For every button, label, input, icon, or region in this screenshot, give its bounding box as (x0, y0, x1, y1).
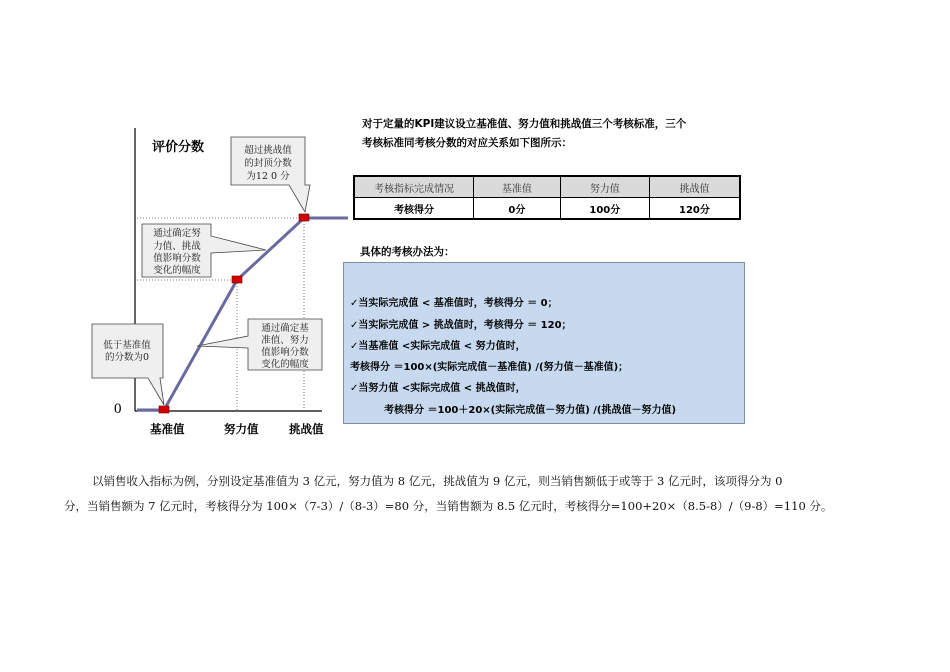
zero-label: 0 (114, 401, 122, 417)
callout-low-left (92, 324, 164, 405)
rule-line: 考核得分 ＝100＋20×(实际完成值－努力值) /(挑战值－努力值) (384, 405, 677, 416)
callout-mid-left-line-4: 变化的幅度 (153, 265, 201, 276)
method-title: 具体的考核办法为： (360, 246, 455, 258)
table-cell: 0分 (474, 198, 561, 220)
table-header-row (354, 176, 740, 198)
intro-line-1: 对于定量的KPI建议设立基准值、努力值和挑战值三个考核标准，三个 (362, 118, 687, 130)
example-paragraph-line-2: 分，当销售额为 7 亿元时，考核得分为 100×（7-3）/（8-3）=80 分，当销售额为 8.5 亿元时，考核得分=100+20×（8.5-8）/（9-8）=110 分。 (64, 499, 833, 513)
x-label-base: 基准值 (150, 422, 185, 436)
x-label-challenge: 挑战值 (289, 422, 324, 436)
table-cell: 100分 (560, 198, 649, 220)
rules-box (343, 262, 745, 424)
table-cell: 120分 (649, 198, 740, 220)
callout-top-line-2: 的封顶分数 (244, 158, 292, 169)
callout-mid-left-line-2: 力值、挑战 (153, 241, 201, 252)
intro-line-2: 考核标准同考核分数的对应关系如下图所示： (362, 137, 572, 149)
rule-line: ✓当基准值 <实际完成值 < 努力值时， (350, 341, 526, 352)
table-header-cell: 基准值 (474, 176, 561, 198)
callout-mid-left-line-1: 通过确定努 (153, 228, 201, 239)
callout-top-line-1: 超过挑战值 (244, 145, 292, 156)
rule-line: 考核得分 ＝100×(实际完成值－基准值) /(努力值－基准值)； (350, 362, 629, 373)
marker-challenge (299, 214, 309, 221)
rule-line: ✓当努力值 <实际完成值 < 挑战值时， (350, 383, 526, 394)
table-header-cell: 努力值 (560, 176, 649, 198)
x-label-effort: 努力值 (224, 422, 259, 436)
rule-line: ✓当实际完成值 < 基准值时，考核得分 ＝ 0； (350, 298, 558, 309)
table-header-cell: 挑战值 (649, 176, 740, 198)
callout-mid-right-line-2: 准值、努力 (261, 335, 309, 346)
marker-base (159, 406, 169, 413)
callout-mid-left-line-3: 值影响分数 (153, 253, 201, 264)
callout-mid-right-line-4: 变化的幅度 (261, 359, 309, 370)
y-axis-label: 评价分数 (152, 140, 205, 155)
kpi-score-chart (0, 0, 360, 440)
rule-line: ✓当实际完成值 > 挑战值时，考核得分 ＝ 120； (350, 320, 572, 331)
kpi-standard-table (353, 175, 741, 220)
callout-top-line-3: 为12 0 分 (246, 171, 290, 182)
table-row (354, 198, 740, 220)
table-header-cell: 考核指标完成情况 (354, 176, 474, 198)
callout-low-left-line-2: 的分数为0 (104, 352, 150, 363)
callout-mid-right-line-3: 值影响分数 (261, 347, 309, 358)
example-paragraph-line-1: 以销售收入指标为例，分别设定基准值为 3 亿元，努力值为 8 亿元，挑战值为 9 亿元，则当销售额低于或等于 3 亿元时，该项得分为 0 (92, 474, 783, 488)
marker-effort (232, 276, 242, 283)
table-cell: 考核得分 (354, 198, 474, 220)
callout-low-left-line-1: 低于基准值 (103, 340, 151, 351)
callout-mid-right-line-1: 通过确定基 (261, 323, 309, 334)
